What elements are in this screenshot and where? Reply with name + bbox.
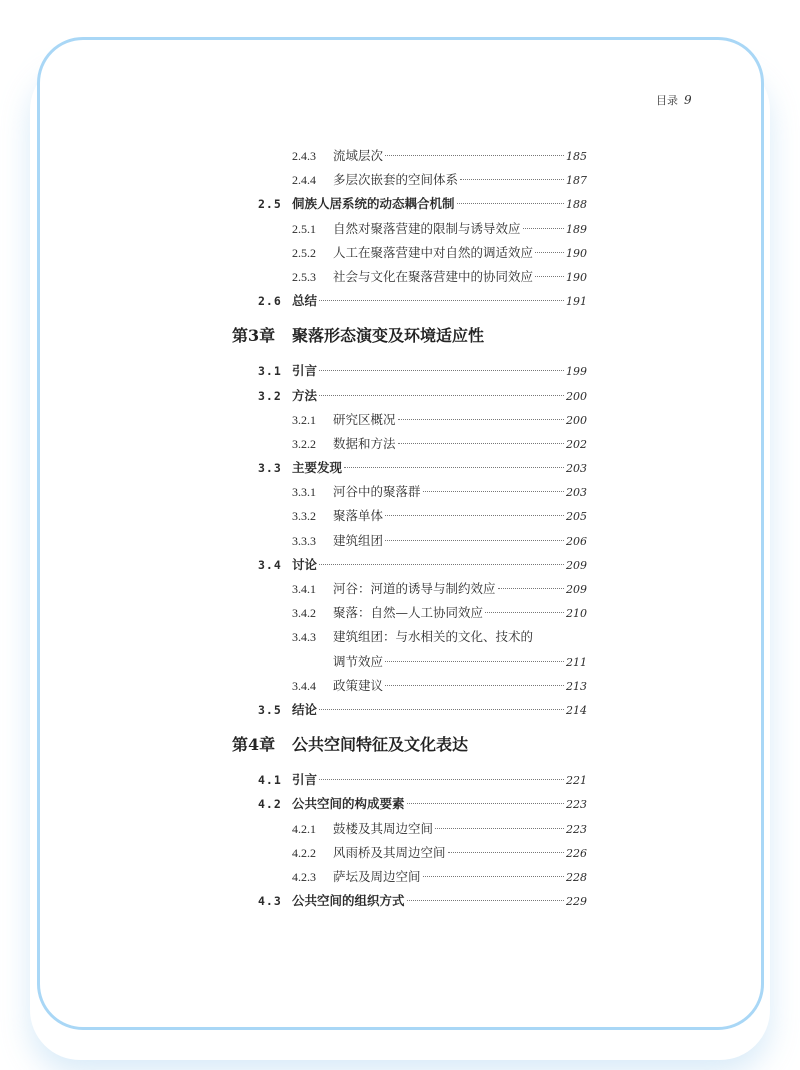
entry-page: 209	[566, 583, 587, 596]
table-of-contents	[0, 144, 800, 913]
entry-number: 4.2.2	[292, 845, 316, 860]
toc-entry[interactable]	[0, 432, 800, 456]
toc-entry[interactable]	[0, 577, 800, 601]
entry-number: 3.3.3	[292, 533, 316, 548]
toc-entry[interactable]	[0, 698, 800, 722]
dot-leader	[344, 467, 564, 468]
entry-line	[292, 289, 587, 314]
entry-title: 引言	[292, 772, 318, 788]
entry-page: 188	[566, 198, 587, 212]
dot-leader	[398, 443, 564, 444]
entry-number: 3.3	[258, 461, 282, 476]
entry-title: 数据和方法	[333, 435, 396, 451]
dot-leader	[319, 779, 564, 780]
entry-line	[292, 889, 587, 914]
entry-line	[333, 865, 587, 890]
dot-leader	[498, 588, 564, 589]
entry-page: 187	[566, 174, 587, 188]
toc-entry[interactable]	[0, 480, 800, 504]
dot-leader	[457, 203, 564, 204]
toc-entry[interactable]	[0, 529, 800, 553]
entry-line	[292, 384, 587, 409]
dot-leader	[319, 395, 564, 396]
dot-leader	[407, 803, 564, 804]
dot-leader	[407, 900, 564, 901]
entry-line	[333, 674, 587, 699]
entry-line	[292, 768, 587, 793]
entry-line	[333, 480, 587, 505]
dot-leader	[485, 612, 564, 613]
toc-entry[interactable]	[0, 504, 800, 528]
entry-title: 方法	[292, 387, 318, 403]
toc-entry[interactable]	[0, 674, 800, 698]
entry-page: 185	[566, 150, 587, 163]
dot-leader	[435, 828, 564, 829]
entry-line	[333, 529, 587, 554]
toc-entry[interactable]	[0, 265, 800, 289]
dot-leader	[319, 564, 564, 565]
toc-entry[interactable]	[0, 601, 800, 625]
entry-title: 自然对聚落营建的限制与诱导效应	[333, 220, 521, 236]
entry-page: 223	[566, 822, 587, 836]
entry-line	[333, 817, 587, 842]
entry-title: 研究区概况	[333, 411, 396, 427]
entry-page: 213	[566, 679, 587, 693]
entry-title: 政策建议	[333, 677, 384, 693]
entry-title: 公共空间的构成要素	[292, 796, 405, 812]
entry-number: 2.5	[258, 197, 282, 212]
chapter-heading	[0, 313, 800, 359]
entry-page: 228	[566, 870, 587, 884]
entry-title: 河谷中的聚落群	[333, 484, 421, 500]
entry-line	[333, 625, 587, 649]
entry-page: 211	[566, 655, 587, 669]
entry-page: 214	[566, 703, 587, 717]
entry-page: 209	[566, 558, 587, 572]
entry-title: 引言	[292, 363, 318, 379]
dot-leader	[385, 661, 564, 662]
toc-entry[interactable]	[0, 408, 800, 432]
chapter-number: 第3章	[232, 326, 276, 346]
header-page-number: 9	[684, 93, 692, 107]
entry-number: 3.4	[258, 557, 282, 572]
entry-line	[292, 698, 587, 723]
dot-leader	[523, 228, 564, 229]
entry-line	[333, 432, 587, 457]
entry-title: 社会与文化在聚落营建中的协同效应	[333, 268, 534, 284]
entry-page: 189	[566, 222, 587, 236]
toc-entry[interactable]	[0, 192, 800, 216]
toc-entry[interactable]	[0, 289, 800, 313]
toc-entry[interactable]	[0, 792, 800, 816]
entry-number: 3.2.2	[292, 436, 316, 451]
entry-number: 4.2.3	[292, 869, 316, 884]
dot-leader	[319, 709, 564, 710]
toc-entry[interactable]	[0, 384, 800, 408]
entry-number: 2.5.3	[292, 269, 316, 284]
chapter-title: 聚落形态演变及环境适应性	[292, 326, 485, 346]
entry-line	[333, 408, 587, 433]
entry-title: 公共空间的组织方式	[292, 893, 405, 909]
entry-title: 总结	[292, 293, 318, 309]
entry-number: 3.2	[258, 388, 282, 403]
entry-title: 风雨桥及其周边空间	[333, 844, 446, 860]
dot-leader	[423, 876, 564, 877]
entry-line	[333, 265, 587, 290]
entry-number: 4.1	[258, 773, 282, 788]
entry-line	[333, 241, 587, 266]
entry-page: 199	[566, 365, 587, 379]
entry-line	[333, 841, 587, 866]
toc-entry[interactable]	[0, 144, 800, 168]
dot-leader	[385, 515, 564, 516]
entry-title: 聚落：自然—人工协同效应	[333, 605, 484, 621]
entry-title: 主要发现	[292, 460, 343, 476]
entry-page: 191	[566, 295, 587, 309]
entry-page: 190	[566, 270, 587, 284]
entry-number: 2.5.2	[292, 245, 316, 260]
dot-leader	[535, 276, 564, 277]
header-label: 目录	[656, 94, 678, 107]
entry-line	[333, 601, 587, 626]
running-header	[656, 92, 692, 108]
entry-title: 侗族人居系统的动态耦合机制	[292, 196, 455, 212]
chapter-title: 公共空间特征及文化表达	[292, 735, 469, 755]
entry-number: 2.5.1	[292, 221, 316, 236]
entry-number: 3.4.2	[292, 606, 316, 621]
entry-title: 萨坛及周边空间	[333, 868, 421, 884]
dot-leader	[398, 419, 564, 420]
dot-leader	[535, 252, 564, 253]
entry-title-continuation: 调节效应	[333, 653, 384, 669]
toc-entry[interactable]	[0, 865, 800, 889]
chapter-heading	[0, 722, 800, 768]
toc-entry[interactable]	[0, 359, 800, 383]
entry-line	[292, 553, 587, 578]
entry-number: 3.4.1	[292, 582, 316, 596]
chapter-number: 第4章	[232, 735, 276, 755]
entry-title: 河谷：河道的诱导与制约效应	[333, 581, 496, 596]
entry-page: 229	[566, 895, 587, 909]
toc-entry[interactable]	[0, 456, 800, 480]
toc-entry[interactable]	[0, 217, 800, 241]
toc-entry[interactable]	[0, 817, 800, 841]
entry-line	[333, 144, 587, 169]
dot-leader	[385, 685, 564, 686]
entry-number: 3.1	[258, 364, 282, 379]
entry-page: 200	[566, 413, 587, 427]
entry-line	[333, 168, 587, 193]
entry-number: 3.2.1	[292, 412, 316, 427]
entry-line	[292, 192, 587, 217]
entry-line	[292, 359, 587, 384]
entry-number: 2.4.3	[292, 149, 316, 163]
entry-page: 202	[566, 437, 587, 451]
entry-title: 建筑组团：与水相关的文化、技术的	[333, 629, 534, 645]
entry-page: 200	[566, 389, 587, 403]
entry-line	[333, 217, 587, 242]
entry-page: 226	[566, 846, 587, 860]
entry-title: 鼓楼及其周边空间	[333, 820, 434, 836]
entry-number: 4.3	[258, 894, 282, 909]
entry-page: 190	[566, 246, 587, 260]
dot-leader	[385, 155, 564, 156]
entry-page: 203	[566, 462, 587, 476]
toc-entry[interactable]	[0, 241, 800, 265]
dot-leader	[385, 540, 564, 541]
dot-leader	[460, 179, 564, 180]
entry-page: 221	[566, 774, 587, 788]
entry-number: 4.2.1	[292, 821, 316, 836]
dot-leader	[319, 300, 564, 301]
toc-entry[interactable]	[0, 168, 800, 192]
entry-page: 205	[566, 510, 587, 524]
toc-entry-continuation	[0, 650, 800, 674]
entry-number: 3.3.2	[292, 509, 316, 524]
toc-entry[interactable]	[0, 768, 800, 792]
entry-line	[333, 504, 587, 529]
entry-title: 聚落单体	[333, 508, 384, 524]
toc-entry[interactable]	[0, 625, 800, 649]
entry-page: 203	[566, 486, 587, 500]
entry-line	[292, 792, 587, 817]
entry-line	[333, 650, 587, 675]
entry-line	[333, 577, 587, 602]
entry-number: 2.4.4	[292, 173, 316, 188]
entry-title: 建筑组团	[333, 532, 384, 548]
toc-entry[interactable]	[0, 889, 800, 913]
entry-page: 223	[566, 798, 587, 812]
dot-leader	[319, 370, 564, 371]
entry-page: 206	[566, 534, 587, 548]
entry-title: 讨论	[292, 556, 318, 572]
entry-title: 流域层次	[333, 148, 384, 163]
entry-line	[292, 456, 587, 481]
entry-page: 210	[566, 607, 587, 621]
entry-number: 3.5	[258, 702, 282, 717]
dot-leader	[448, 852, 564, 853]
entry-number: 3.4.4	[292, 678, 316, 693]
toc-entry[interactable]	[0, 841, 800, 865]
entry-title: 多层次嵌套的空间体系	[333, 172, 459, 188]
entry-number: 3.4.3	[292, 630, 316, 645]
toc-entry[interactable]	[0, 553, 800, 577]
entry-number: 3.3.1	[292, 485, 316, 500]
dot-leader	[423, 491, 564, 492]
entry-title: 人工在聚落营建中对自然的调适效应	[333, 244, 534, 260]
entry-number: 2.6	[258, 294, 282, 309]
entry-title: 结论	[292, 701, 318, 717]
entry-number: 4.2	[258, 797, 282, 812]
